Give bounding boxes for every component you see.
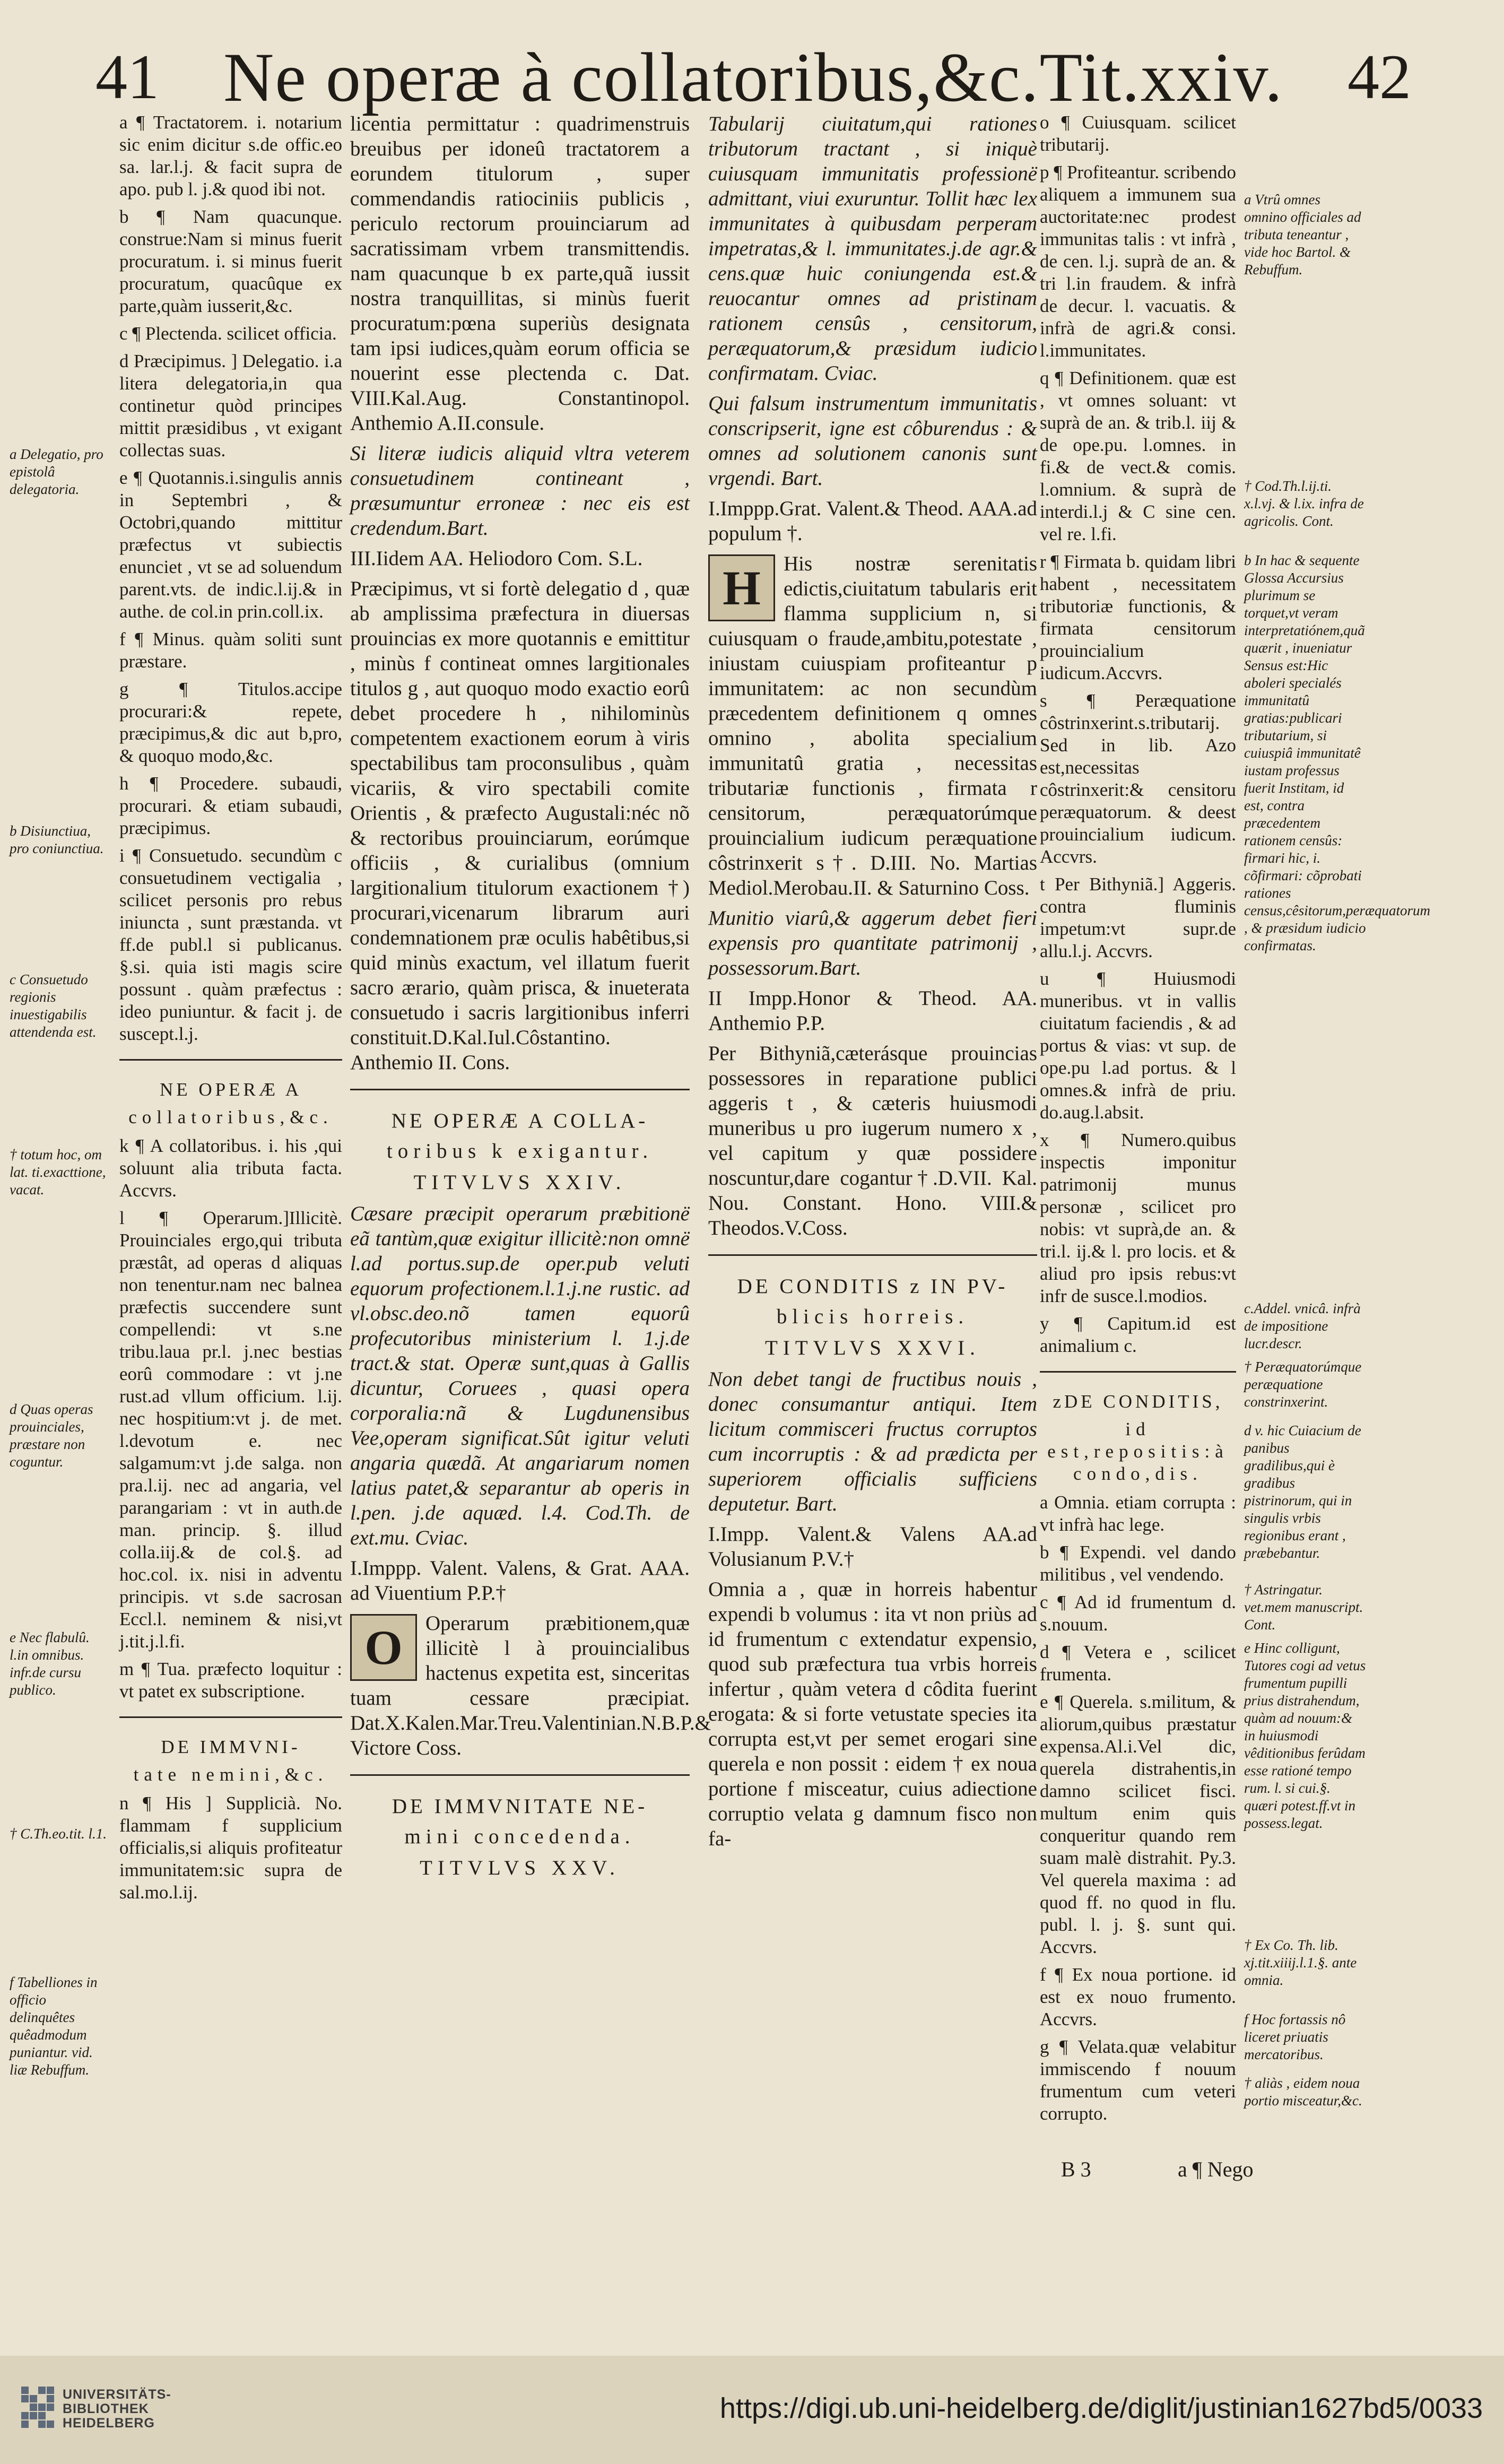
gloss-note: l ¶ Operarum.]Illicitè. Prouinciales ergo,qui tributa præstât, ad operas d aliquas non tenentur.nam nec balnea præfectis succendere sunt compellendi: vt s.ne tribu.laua pr.l. j.nec bestias eorû commodare : vt j.ne rust.ad vllum officium. l.ij. nec hospitium:vt j. de met. l.devotum e. nec salgamum:vt j.de salga. non pra.l.ij. nec ad angaria, vel parangariam : vt in auth.de man. princip. §. illud colla.iij.& de col.§. ad hoc.col. ix. nisi in adventu principis. vt s.de sacrosan Eccl.l. neminem & nisi,vt j.tit.j.l.fi. xyxy=(119,1208,342,1652)
main-text-column-left xyxy=(350,111,711,1887)
law-text: licentia permittatur : quadrimenstruis breuibus per idoneû tractatorem a eorundem titulorum , super commendandis ratiociniis publicis , periculo rectorum prouinciarum ad sacratissimam vrbem transmittendis. nam quacunque b ex parte,quã iussit nostra tranquillitas, si minùs fuerit procuratum:pœna superiùs designata tam ipsi iudices,quàm eorum officia se nouerint esse plectenda c. Dat. VIII.Kal.Aug. Constantinopol. Anthemio A.II.consule. xyxy=(350,112,690,435)
gloss-note: b ¶ Expendi. vel dando militibus , vel vendendo. xyxy=(1040,1542,1236,1585)
right-margin-note: c.Addel. vnicâ. infrà de impositione lucr.descr. xyxy=(1244,1300,1361,1351)
right-margin-note: † Cod.Th.l.ij.ti. x.l.vj. & l.ix. infra de agricolis. Cont. xyxy=(1244,478,1364,529)
law-text: Omnia a , quæ in horreis habentur expendi b volumus : ita vt non priùs ad id frumentum c extendatur expensio, quod sub præfectura tua vrbis horreis infertur , quàm vetera d côdita fuerint erogata: & si forte vetustate species ita corrupta est,vt per semet erogari sine querela e non possit : eidem † ex noua portione f misceatur, cuius adiectione corruptio velata g damnum fisco non fa- xyxy=(708,1578,1037,1850)
summary-text: Cæsare præcipit operarum præbitionë eã tantùm,quæ exigitur illicitè:non omnë l.ad portus.sup.de oper.pub veluti equorum profectionem.l.1.j.ne rustic. ad vl.obsc.deo.nõ tamen equorû profecutoribus ministerium l. 1.j.de tract.& stat. Operæ sunt,quas à Gallis dicuntur, Coruees , quasi opera corporalia:nã & Lugdunensibus Vee,operam significat.Sût igitur veluti angaria quædã. At angariarum nomen latius patet,& separantur ab operis in l.pen. j.de aquæd. l.4. Cod.Th. de ext.mu. Cviac. xyxy=(350,1202,690,1549)
title-heading: NE OPERÆ A COLLA- xyxy=(391,1109,649,1132)
law-text-with-initial: H His nostræ serenitatis edictis,ciuitatum tabularis erit flamma supplicium n, si cuiusquam o fraude,ambitu,potestate , iniustam cuiuspiam profiteantur p immunitatem: ac non secundùm præcedentem definitionem q omnes omnino , abolita specialium immunitatû gratia , necessitas tributariæ functionis , firmata r censitorum, peræquatorúmque prouincialium iudicum peræquatione côstrinxerit s†. D.III. No. Martias Mediol.Merobau.II. & Saturnino Coss. xyxy=(708,552,1037,899)
section-rule xyxy=(1040,1371,1236,1373)
gloss-note: f ¶ Ex noua portione. id est ex nouo frumento. Accvrs. xyxy=(1040,1964,1236,2029)
gloss-column-right xyxy=(1040,111,1236,2130)
gloss-note: i ¶ Consuetudo. secundùm c consuetudinem vectigalia , scilicet personis pro rebus iniuncta , sunt præstanda. vt ff.de publ.l si publicanus. §.si. quia isti magis scire possunt . quàm præfectus : ideo puniuntur. & facit j. de suscept.l.j. xyxy=(119,845,342,1044)
summary-text: Qui falsum instrumentum immunitatis conscripserit, igne est côburendus : & omnes ad solutionem canonis sunt vrgendi. Bart. xyxy=(708,392,1037,490)
gloss-note: s ¶ Peræquatione côstrinxerint.s.tributarij. Sed in lib. Azo est,necessitas côstrinxerit:& censitoru peræquatorum. & deest prouincialium iudicum. Accvrs. xyxy=(1040,690,1236,867)
law-text: Per Bithyniã,cæterásque prouincias possessores in reparatione publici aggeris t , & cæteris huiusmodi muneribus u pro iugerum numero x , vel capitum y quæ possidere noscuntur,dare cogantur†.D.VII. Kal. Nou. Constant. Hono. VIII.& Theodos.V.Coss. xyxy=(708,1042,1037,1239)
running-header xyxy=(95,32,1411,122)
section-rule xyxy=(350,1774,690,1776)
right-margin-note: a Vtrû omnes omnino officiales ad tributa teneantur , vide hoc Bartol. & Rebuffum. xyxy=(1244,192,1361,277)
summary-text: Munitio viarû,& aggerum debet fieri expensis pro quantitate patrimonij , possessorum.Bart. xyxy=(708,907,1037,979)
gloss-note: q ¶ Definitionem. quæ est , vt omnes soluant: vt suprà de an. & trib.l. iij & de ope.pu. l.omnes. in fi.& de vect.& comis. l.omnium. & suprà de interdi.l.j & C sine cen. vel re. l.fi. xyxy=(1040,368,1236,544)
left-margin-note: † C.Th.eo.tit. l.1. xyxy=(10,1826,107,1842)
title-heading: DE IMMVNITATE NE- xyxy=(392,1795,648,1818)
gloss-note: x ¶ Numero.quibus inspectis imponitur patrimonij munus personæ , scilicet pro nobis: vt suprà,de an. & tri.l. ij.& l. pro locis. et & aliud pro ipsis rebus:vt infr de susce.l.modios. xyxy=(1040,1130,1236,1306)
title-heading: DE CONDITIS z IN PV- xyxy=(737,1275,1009,1298)
gloss-note: h ¶ Procedere. subaudi, procurari. & etiam subaudi, præcipimus. xyxy=(119,773,342,838)
gloss-note: m ¶ Tua. præfecto loquitur : vt patet ex subscriptione. xyxy=(119,1659,342,1702)
law-inscription: I.Impp. Valent.& Valens AA.ad Volusianum P.V.† xyxy=(708,1523,1037,1571)
right-margin-note: b In hac & sequente Glossa Accursius plurimum se torquet,vt veram interpretatiónem,quã quærit , inueniatur Sensus est:Hic aboleri specialés immunitatû gratias:publicari tributarium, si cuiuspiâ immunitatê iustam professus fuerit Institam, id est, contra præcedentem rationem censûs: firmari hic, i. cõfirmari: cõprobati rationes census,cêsitorum,peræquatorum , & præsidum iudicio confirmatas. xyxy=(1244,552,1430,953)
right-margin-note: † Astringatur. vet.mem manuscript. Cont. xyxy=(1244,1582,1363,1633)
gloss-note: c ¶ Ad id frumentum d. s.nouum. xyxy=(1040,1592,1236,1635)
section-rule xyxy=(119,1059,342,1061)
section-subheading: tate nemini,&c. xyxy=(133,1764,328,1785)
title-subheading: mini concedenda. xyxy=(404,1825,636,1848)
gloss-note: g ¶ Velata.quæ velabitur immiscendo f nouum frumentum cum veteri corrupto. xyxy=(1040,2036,1236,2124)
gloss-note: a Omnia. etiam corrupta : vt infrà hac lege. xyxy=(1040,1492,1236,1535)
left-margin-note: c Consuetudo regionis inuestigabilis attendenda est. xyxy=(10,971,97,1040)
law-inscription: I.Imppp.Grat. Valent.& Theod. AAA.ad populum †. xyxy=(708,497,1037,545)
left-margin-note: e Nec flabulû. l.in omnibus. infr.de cursu publico. xyxy=(10,1629,90,1698)
signature-mark: B 3 xyxy=(1061,2157,1091,2181)
gloss-note: c ¶ Plectenda. scilicet officia. xyxy=(119,323,337,344)
page-number-right: 42 xyxy=(1347,41,1411,112)
law-inscription: III.Iidem AA. Heliodoro Com. S.L. xyxy=(350,547,643,570)
gloss-note: n ¶ His ] Supplicià. No. flammam f supplicium officialis,si aliquis profiteatur immunitatem:sic supra de sal.mo.l.ij. xyxy=(119,1793,342,1903)
right-margin-note: † Ex Co. Th. lib. xj.tit.xiiij.l.1.§. ante omnia. xyxy=(1244,1937,1357,1988)
summary-text: Tabularij ciuitatum,qui rationes tributorum tractant , si iniquè cuiusquam immunitatis professionë admittant, viui exuruntur. Tollit hæc lex immunitates à quibusdam perperam impetratas,& l. immunitates.j.de agr.& cens.quæ huic coniungenda est.& reuocantur omnes ad pristinam rationem censûs , censitorum, peræquatorum,& præsidum iudicio confirmatam. Cviac. xyxy=(708,112,1037,385)
right-margin-note: e Hinc colligunt, Tutores cogi ad vetus frumentum pupilli prius distrahendum, quàm ad nouum:& in huiusmodi vêditionibus ferûdam esse rationé tempo rum. l. si cui.§. quæri potest.ff.vt in possess.legat. xyxy=(1244,1640,1366,1831)
section-subheading: id est,repositis:à condo,dis. xyxy=(1047,1419,1229,1484)
right-margin-note: f Hoc fortassis nô liceret priuatis mercatoribus. xyxy=(1244,2011,1346,2062)
viewer-footer xyxy=(0,2356,1504,2464)
decorated-initial-o: O xyxy=(350,1614,417,1681)
section-rule xyxy=(708,1254,1037,1256)
right-margin-note: d v. hic Cuiacium de panibus gradilibus,qui è gradibus pistrinorum, qui in singulis vrbis regionibus erant , præbebantur. xyxy=(1244,1422,1361,1561)
gloss-note: u ¶ Huiusmodi muneribus. vt in vallis ciuitatum faciendis , & ad portus & vias: vt sup. de ope.pu l.ad portus. & l omnes.& infrà de priu. do.aug.l.absit. xyxy=(1040,968,1236,1123)
right-margin-note: † aliàs , eidem noua portio misceatur,&c. xyxy=(1244,2075,1362,2109)
title-number: TITVLVS XXIV. xyxy=(413,1171,627,1194)
title-number: TITVLVS XXV. xyxy=(420,1856,620,1879)
section-heading: DE IMMVNI- xyxy=(161,1737,301,1757)
title-subheading: blicis horreis. xyxy=(776,1305,969,1328)
section-heading: NE OPERÆ A xyxy=(159,1079,302,1100)
gloss-note: b ¶ Nam quacunque. construe:Nam si minus fuerit procuratum. i. si minus fuerit procuratum, quacûque ex parte,quàm iusserit,&c. xyxy=(119,206,342,316)
gloss-note: t Per Bithyniã.] Aggeris. contra fluminis impetum:vt supr.de allu.l.j. Accvrs. xyxy=(1040,874,1236,961)
gloss-note: a ¶ Tractatorem. i. notarium sic enim dicitur s.de offic.eo sa. lar.l.j. & facit supra de apo. pub l. j.& quod ibi not. xyxy=(119,112,342,199)
source-url-link[interactable]: https://digi.ub.uni-heidelberg.de/diglit/justinian1627bd5/0033 xyxy=(719,2392,1483,2424)
law-inscription: II Impp.Honor & Theod. AA. Anthemio P.P. xyxy=(708,987,1037,1035)
page-number-left: 41 xyxy=(95,41,159,112)
gloss-note: o ¶ Cuiusquam. scilicet tributarij. xyxy=(1040,112,1236,155)
left-margin-note: a Delegatio, pro epistolâ delegatoria. xyxy=(10,446,103,497)
section-subheading: collatoribus,&c. xyxy=(128,1107,333,1127)
section-rule xyxy=(350,1089,690,1090)
catchword: a ¶ Nego xyxy=(1178,2157,1254,2181)
gloss-note: e ¶ Quotannis.i.singulis annis in Septembri , & Octobri,quando mittitur præfectus vt subiectis enunciet , vt se ad soluendum parent.vts. de indic.l.ij.& in authe. de col.in prin.coll.ix. xyxy=(119,467,342,622)
gloss-note: y ¶ Capitum.id est animalium c. xyxy=(1040,1313,1236,1356)
left-margin-note: † totum hoc, om lat. ti.exacttione, vacat. xyxy=(10,1147,106,1198)
gloss-note: d Præcipimus. ] Delegatio. i.a litera delegatoria,in qua continetur quòd principes mittit præsidibus , vt exigant collectas suas. xyxy=(119,351,342,461)
summary-text: Non debet tangi de fructibus nouis , donec consumantur antiqui. Item licitum commisceri fructus corruptos cum incorruptis : & ad prædicta per superiorem officialis sufficiens deputetur. Bart. xyxy=(708,1368,1037,1515)
law-inscription: I.Imppp. Valent. Valens, & Grat. AAA. ad Viuentium P.P.† xyxy=(350,1557,690,1604)
gloss-note: r ¶ Firmata b. quidam libri habent , necessitatem tributoriæ functionis, & firmata censitorum prouincialium iudicum.Accvrs. xyxy=(1040,551,1236,683)
section-heading: zDE CONDITIS, xyxy=(1053,1391,1223,1412)
law-text-with-initial: O Operarum præbitionem,quæ illicitè l à prouincialibus hactenus expetita est, sinceritas tuam cessare præcipiat. Dat.X.Kalen.Mar.Treu.Valentinian.N.B.P.& Victore Coss. xyxy=(350,1612,711,1759)
running-title: Ne operæ à collatoribus,&c.Tit.xxiv. xyxy=(223,38,1283,116)
gloss-note: f ¶ Minus. quàm soliti sunt præstare. xyxy=(119,629,342,672)
gloss-note: k ¶ A collatoribus. i. his ,qui soluunt alia tributa facta. Accvrs. xyxy=(119,1135,342,1201)
left-margin-note: d Quas operas prouinciales, præstare non coguntur. xyxy=(10,1401,93,1470)
gloss-note: e ¶ Querela. s.militum, & aliorum,quibus præstatur expensa.Al.i.Vel dic, querela distrahentis,in damno scilicet fisci. multum enim quis conqueritur quando rem suam malè distrahit. Py.3. Vel querela maxima : ad quod ff. no quod in flu. publ. l. j. §. sunt qui. Accvrs. xyxy=(1040,1691,1236,1957)
title-number: TITVLVS XXVI. xyxy=(765,1337,980,1359)
gloss-note: p ¶ Profiteantur. scribendo aliquem a immunem sua auctoritate:nec prodest immunitas talis : vt infrà , de cen. l.j. suprà de an. & tri l.in fraudem. & infrà de decur. l. vacuatis. & infrà de agri.& consi. l.immunitates. xyxy=(1040,162,1236,361)
left-margin-note: f Tabelliones in officio delinquêtes quêadmodum puniantur. vid. liæ Rebuffum. xyxy=(10,1974,98,2078)
gloss-note: g ¶ Titulos.accipe procurari:& repete, præcipimus,& dic aut b,pro, & quoquo modo,&c. xyxy=(119,679,342,766)
left-margin-note: b Disiunctiua, pro coniunctiua. xyxy=(10,823,104,856)
right-margin-note: † Peræquatorúmque peræquatione constrinxerint. xyxy=(1244,1359,1362,1410)
gloss-note: d ¶ Vetera e , scilicet frumenta. xyxy=(1040,1642,1236,1685)
library-logo-icon xyxy=(21,2387,55,2430)
law-text: Præcipimus, vt si fortè delegatio d , quæ ab amplissima præfectura in diuersas prouincias ex more quotannis e emittitur , minùs f contineat omnes largitionales titulos g , aut quoquo modo exactio eorû debet procedere h , nihilominùs competentem exactionem eorum à viris spectabilibus tam proconsulibus , quàm vicariis, & viro spectabili comite Orientis , & præfecto Augustali:néc nõ & rectoribus prouinciarum, eorúmque officiis , & curialibus (omnium largitionalium titulorum exactionem †) procurari,vicenarum librarum auri condemnationem præ oculis habêtibus,si quid minùs exactum, vel illatum fuerit sacro ærario, quàm prisca, & inueterata consuetudo i sacris largitionibus inferri constituit.D.Kal.Iul.Côstantino. Anthemio II. Cons. xyxy=(350,577,690,1074)
summary-text: Si literæ iudicis aliquid vltra veterem consuetudinem contineant , præsumuntur erroneæ : nec eis est credendum.Bart. xyxy=(350,442,690,540)
library-name: UNIVERSITÄTS- BIBLIOTHEK HEIDELBERG xyxy=(63,2387,171,2431)
gloss-column-left xyxy=(119,111,342,1909)
main-text-column-right xyxy=(708,111,1037,1856)
section-rule xyxy=(119,1716,342,1718)
title-subheading: toribus k exigantur. xyxy=(386,1140,654,1162)
decorated-initial-h: H xyxy=(708,554,775,621)
